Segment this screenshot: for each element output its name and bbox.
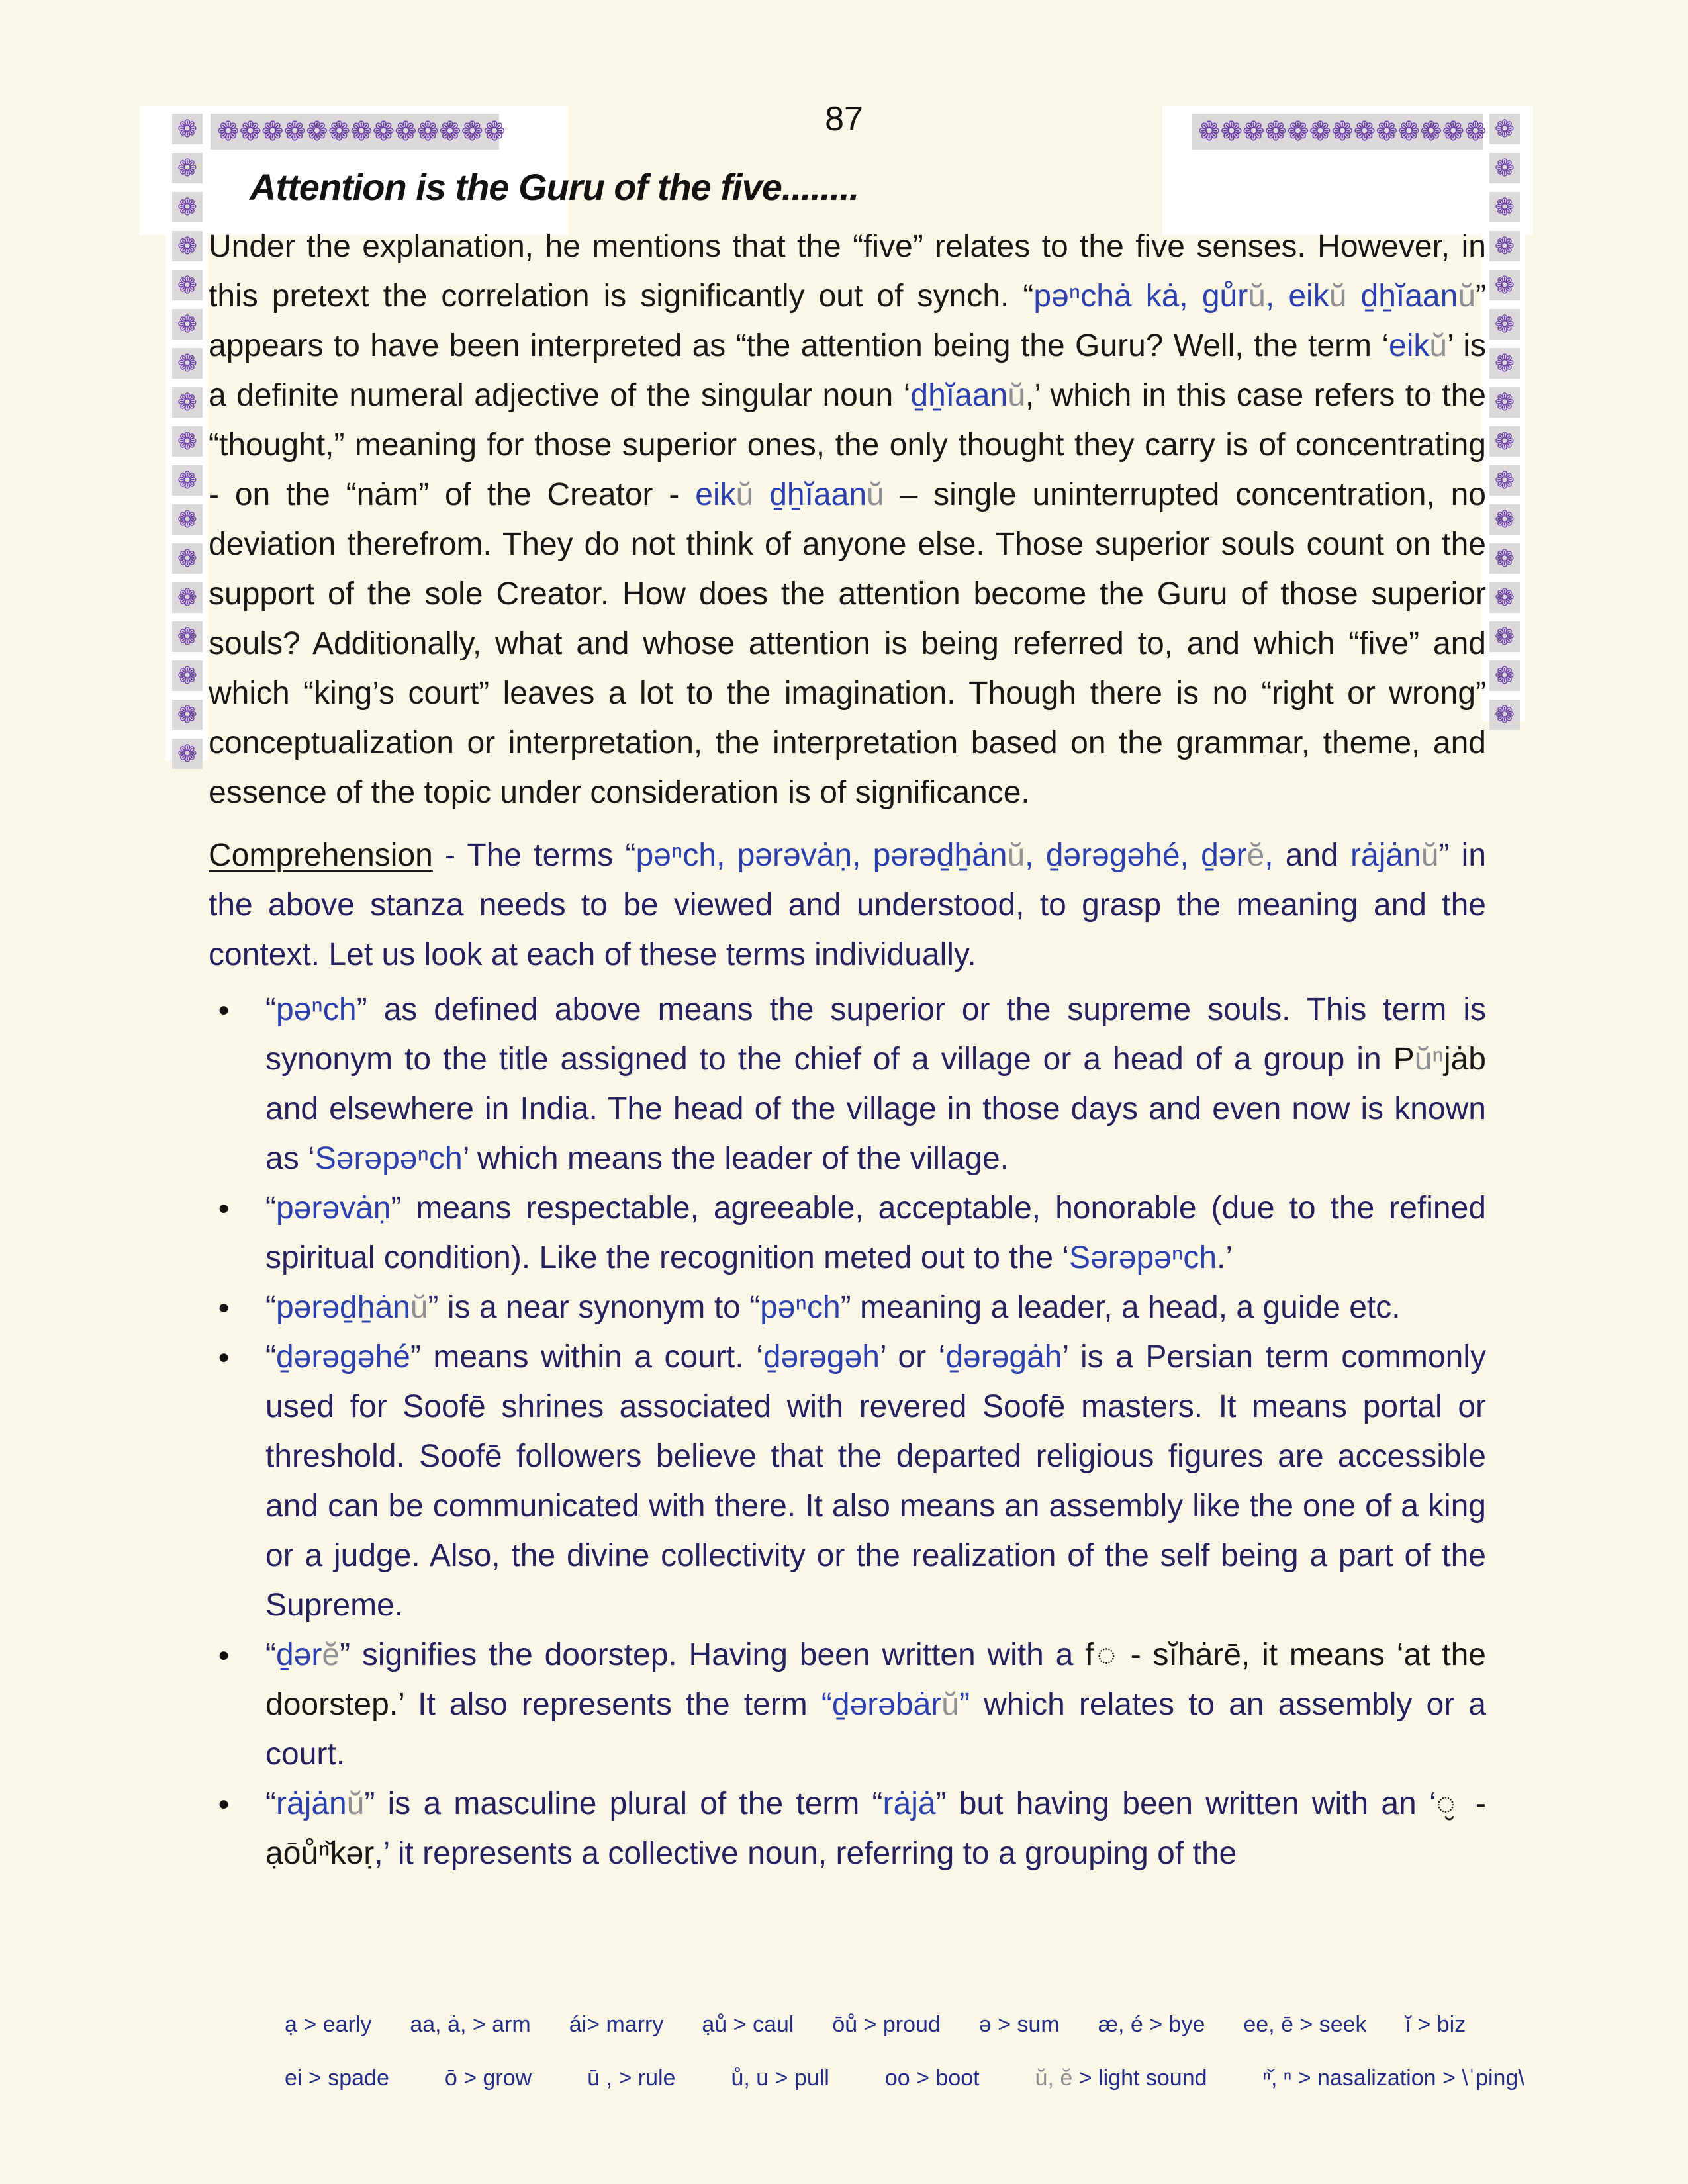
flower-tile (1489, 700, 1520, 730)
flower-icon: ❁ (177, 115, 198, 142)
flower-icon: ❁ (1264, 117, 1288, 146)
flower-icon: ❁ (1494, 349, 1515, 377)
flower-icon: ❁ (217, 117, 240, 146)
flower-icon: ❁ (177, 193, 198, 220)
pronunciation-item: ōů > proud (832, 2012, 941, 2037)
flower-icon: ❁ (177, 271, 198, 298)
flower-icon: ❁ (1220, 117, 1243, 146)
flower-icon: ❁ (328, 117, 351, 146)
flower-tile (172, 231, 203, 261)
pronunciation-guide (285, 2012, 1524, 2091)
flower-icon: ❁ (372, 117, 395, 146)
flower-icon: ❁ (1420, 117, 1442, 146)
pronunciation-row-2 (285, 2066, 1524, 2091)
flower-tile (172, 660, 203, 691)
flower-tile (172, 387, 203, 418)
flower-tile (172, 739, 203, 769)
flower-icon: ❁ (177, 740, 198, 767)
flower-tile (172, 621, 203, 652)
flower-icon: ❁ (1494, 388, 1515, 416)
flower-tile (1489, 426, 1520, 457)
paragraph-intro: Under the explanation, he mentions that the “five” relates to the five senses. However, in this pretext the correlation is significantly out of synch. “pəⁿchȧ kȧ, gůrŭ, eikŭ ḏẖĭaanŭ” appears to have been interpreted as “the attention being the Guru? Well, the term ‘eikŭ’ is a definite numeral adjective of the singular noun ‘ḏẖĭaanŭ,’ which in this case refers to the “thought,” meaning for those superior ones, the only thought they carry is of concentrating - on the “nȧm” of the Creator - eikŭ ḏẖĭaanŭ – single uninterrupted concentration, no deviation therefrom. They do not think of anyone else. Those superior souls count on the support of the sole Creator. How does the attention become the Guru of those superior souls? Additionally, what and whose attention is being referred to, and which “five” and which “king’s court” leaves a lot to the imagination. Though there is no “right or wrong” conceptualization or interpretation, the interpretation based on the grammar, theme, and essence of the topic under consideration is of significance. (209, 229, 1487, 810)
flower-tile (172, 426, 203, 457)
bullet-item-rajanu: ● “rȧjȧnŭ” is a masculine plural of the term “rȧjȧ” but having been written with an ‘◌̮ - ạōůⁿ̌kəṛ,’ it represents a collective noun, referring to a grouping of the (209, 1779, 1486, 1878)
flower-icon: ❁ (395, 117, 417, 146)
term-definition-list (209, 985, 1486, 1878)
flower-tile (172, 348, 203, 379)
pronunciation-item: ŭ, ĕ > light sound (1035, 2066, 1207, 2091)
pronunciation-item: ō > grow (444, 2066, 532, 2091)
flower-icon: ❁ (439, 117, 461, 146)
flower-icon: ❁ (1494, 271, 1515, 298)
pronunciation-item: ee, ē > seek (1243, 2012, 1367, 2037)
flower-icon: ❁ (177, 310, 198, 338)
pronunciation-item: ə > sum (978, 2012, 1060, 2037)
flower-tile (172, 582, 203, 613)
flower-icon: ❁ (1494, 467, 1515, 494)
flower-icon: ❁ (177, 154, 198, 181)
flower-tile (1489, 231, 1520, 261)
pronunciation-item: ái> marry (569, 2012, 664, 2037)
flower-icon: ❁ (461, 117, 484, 146)
flower-icon: ❁ (1397, 117, 1421, 146)
flower-tile (1489, 387, 1520, 418)
flower-icon: ❁ (177, 701, 198, 728)
flower-icon: ❁ (177, 584, 198, 611)
bullet-item-daragahe: ● “ḏərəgəhé” means within a court. ‘ḏərəgəh’ or ‘ḏərəgȧh’ is a Persian term commonly used for Soofē shrines associated with revered Soofē masters. It means portal or threshold. Soofē followers believe that the departed religious figures are accessible and can be communicated with there. It also means an assembly like the one of a king or a judge. Also, the divine collectivity or the realization of the self being a part of the Supreme. (209, 1332, 1486, 1630)
pronunciation-item: æ, é > bye (1098, 2012, 1205, 2037)
flower-icon: ❁ (177, 467, 198, 494)
flower-tile (1489, 192, 1520, 222)
pronunciation-item: oo > boot (884, 2066, 980, 2091)
page-content (209, 165, 1486, 1878)
flower-icon: ❁ (1494, 428, 1515, 455)
ornament-border-left-column (172, 114, 203, 769)
pronunciation-item: ạ > early (285, 2012, 372, 2037)
flower-icon: ❁ (1442, 117, 1465, 146)
page-title: Attention is the Guru of the five........ (250, 166, 859, 208)
flower-tile (1489, 270, 1520, 300)
flower-icon: ❁ (1494, 662, 1515, 689)
flower-icon: ❁ (177, 428, 198, 455)
bullet-item-paradhanu: ● “pərəḏẖȧnŭ” is a near synonym to “pəⁿch” meaning a leader, a head, a guide etc. (209, 1283, 1486, 1332)
flower-tile (1489, 465, 1520, 496)
flower-icon: ❁ (177, 623, 198, 650)
flower-tile (172, 504, 203, 535)
flower-tile (1489, 348, 1520, 379)
flower-icon: ❁ (306, 117, 328, 146)
flower-icon: ❁ (1494, 623, 1515, 650)
pronunciation-item: ů, u > pull (731, 2066, 829, 2091)
flower-icon: ❁ (1494, 115, 1515, 142)
pronunciation-row-1 (285, 2012, 1489, 2038)
flower-icon: ❁ (1494, 701, 1515, 728)
flower-icon: ❁ (1464, 117, 1487, 146)
bullet-item-panch: ● “pəⁿch” as defined above means the superior or the supreme souls. This term is synonym to the title assigned to the chief of a village or a head of a group in Pŭⁿjȧb and elsewhere in India. The head of the village in those days and even now is known as ‘Sərəpəⁿch’ which means the leader of the village. (209, 985, 1486, 1183)
flower-icon: ❁ (1494, 232, 1515, 259)
flower-icon: ❁ (1309, 117, 1332, 146)
flower-icon: ❁ (1494, 154, 1515, 181)
flower-tile (172, 465, 203, 496)
flower-tile (172, 153, 203, 183)
flower-tile (172, 543, 203, 574)
flower-icon: ❁ (1494, 193, 1515, 220)
flower-tile (172, 270, 203, 300)
pronunciation-item: ⁿ̌, ⁿ > nasalization > \ˈping\ (1262, 2066, 1524, 2091)
flower-icon: ❁ (1353, 117, 1376, 146)
flower-icon: ❁ (1198, 117, 1221, 146)
flower-icon: ❁ (261, 117, 284, 146)
flower-icon: ❁ (1494, 310, 1515, 338)
flower-tile (1489, 504, 1520, 535)
flower-icon: ❁ (1331, 117, 1354, 146)
ornament-border-right-column (1489, 114, 1520, 730)
flower-icon: ❁ (177, 232, 198, 259)
flower-icon: ❁ (483, 117, 506, 146)
flower-icon: ❁ (1287, 117, 1309, 146)
flower-icon: ❁ (1243, 117, 1265, 146)
page-number: 87 (825, 100, 863, 138)
flower-tile (1489, 153, 1520, 183)
flower-icon: ❁ (239, 117, 262, 146)
flower-tile (1489, 309, 1520, 340)
flower-icon: ❁ (177, 662, 198, 689)
flower-tile (1489, 660, 1520, 691)
flower-icon: ❁ (177, 388, 198, 416)
pronunciation-item: aa, ȧ, > arm (410, 2012, 531, 2037)
flower-icon: ❁ (283, 117, 306, 146)
bullet-item-paravan: ● “pərəvȧṇ” means respectable, agreeable, acceptable, honorable (due to the refined spiritual condition). Like the recognition meted out to the ‘Sərəpəⁿch.’ (209, 1183, 1486, 1283)
flower-icon: ❁ (177, 349, 198, 377)
flower-icon: ❁ (1494, 506, 1515, 533)
flower-tile (1489, 582, 1520, 613)
flower-icon: ❁ (1494, 545, 1515, 572)
flower-icon: ❁ (350, 117, 373, 146)
pronunciation-item: ĭ > biz (1405, 2012, 1466, 2037)
flower-tile (172, 700, 203, 730)
pronunciation-item: ei > spade (285, 2066, 389, 2091)
pronunciation-item: ạů > caul (702, 2012, 794, 2037)
flower-tile (1489, 543, 1520, 574)
paragraph-comprehension: Comprehension - The terms “pəⁿch, pərəvȧṇ, pərəḏẖȧnŭ, ḏərəgəhé, ḏərĕ, and rȧjȧnŭ” in the above stanza needs to be viewed and understood, to grasp the meaning and the context. Let us look at each of these terms individually. (209, 838, 1487, 972)
flower-icon: ❁ (177, 506, 198, 533)
flower-icon: ❁ (1376, 117, 1398, 146)
flower-icon: ❁ (177, 545, 198, 572)
flower-icon: ❁ (416, 117, 440, 146)
bullet-item-dare: ● “ḏərĕ” signifies the doorstep. Having been written with a f◌ - sĭhȧrē, it means ‘at the doorstep.’ It also represents the term “ḏərəbȧrŭ” which relates to an assembly or a court. (209, 1630, 1486, 1779)
pronunciation-item: ū , > rule (587, 2066, 676, 2091)
flower-icon: ❁ (1494, 584, 1515, 611)
flower-tile (172, 192, 203, 222)
flower-tile (1489, 621, 1520, 652)
flower-tile (172, 309, 203, 340)
